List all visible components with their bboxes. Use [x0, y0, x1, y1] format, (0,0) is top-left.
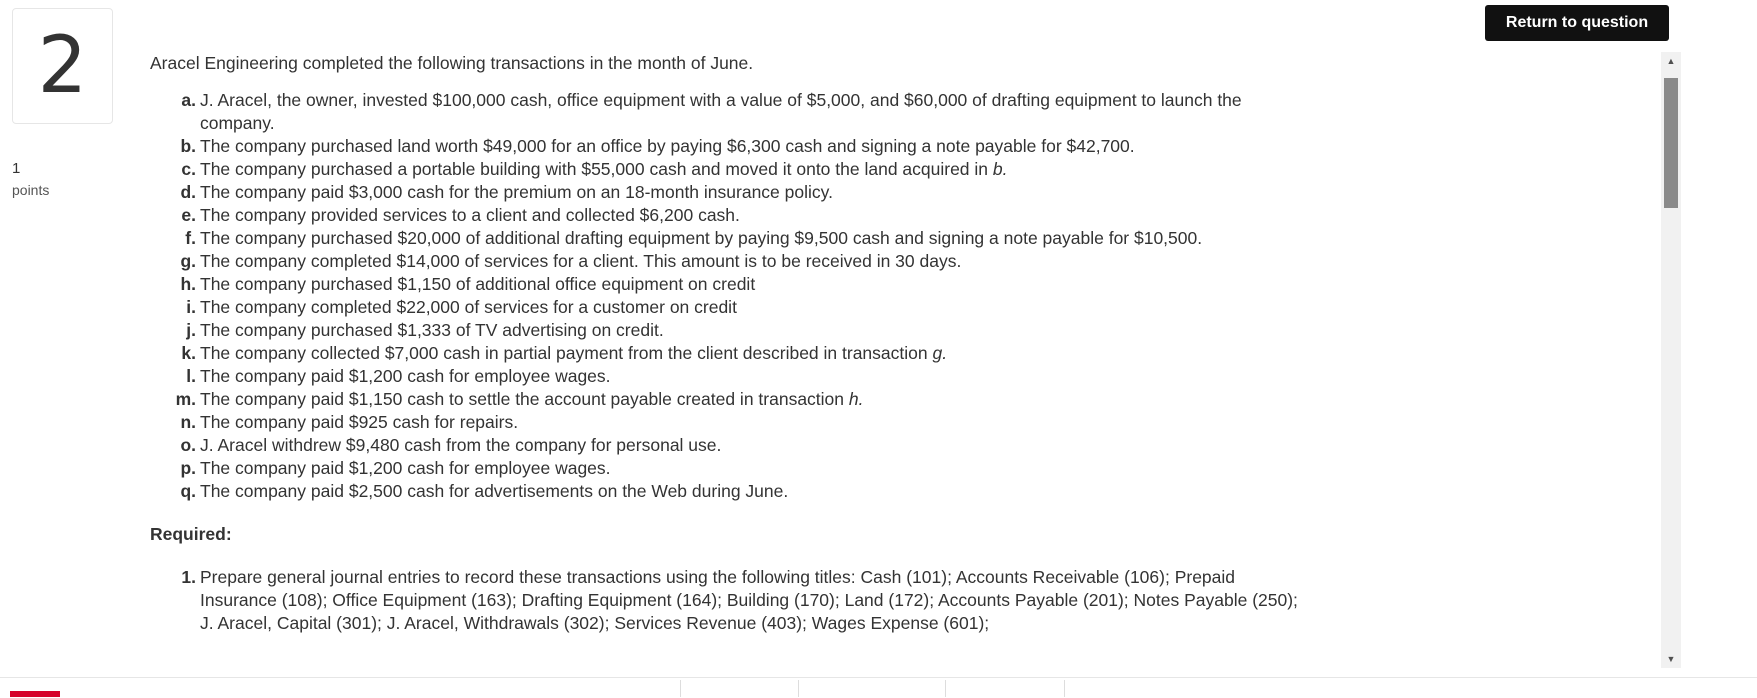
transaction-text: The company purchased land worth $49,000 for an office by paying $6,300 cash and signing a note payable for $42,700.: [200, 136, 1135, 156]
transaction-text: The company purchased $1,333 of TV advertising on credit.: [200, 320, 664, 340]
transaction-letter: i.: [186, 297, 196, 317]
transaction-letter: d.: [180, 182, 196, 202]
transaction-item: [180, 296, 1310, 319]
points-value: 1: [12, 160, 21, 177]
transaction-item: [180, 480, 1310, 503]
transaction-item: [180, 204, 1310, 227]
transaction-item: [180, 411, 1310, 434]
transaction-text: The company paid $925 cash for repairs.: [200, 412, 519, 432]
return-to-question-button[interactable]: Return to question: [1485, 5, 1669, 41]
transaction-text: The company completed $22,000 of services for a customer on credit: [200, 297, 737, 317]
transaction-letter: f.: [185, 228, 196, 248]
transaction-letter: g.: [180, 251, 196, 271]
transaction-text: J. Aracel withdrew $9,480 cash from the company for personal use.: [200, 435, 722, 455]
footer-bar: [0, 677, 1757, 698]
transaction-letter: n.: [180, 412, 196, 432]
footer-divider: [680, 680, 681, 697]
transaction-text: The company collected $7,000 cash in partial payment from the client described in transaction: [200, 343, 933, 363]
required-item: [180, 566, 1310, 635]
required-list: [150, 566, 1310, 635]
footer-divider: [798, 680, 799, 697]
transaction-item: [180, 434, 1310, 457]
transaction-item: [180, 181, 1310, 204]
transaction-letter: p.: [180, 458, 196, 478]
transaction-item: [180, 273, 1310, 296]
transaction-letter: h.: [180, 274, 196, 294]
transaction-letter: j.: [186, 320, 196, 340]
transaction-text: The company purchased a portable building with $55,000 cash and moved it onto the land acquired in: [200, 159, 993, 179]
scrollbar-thumb[interactable]: [1664, 78, 1678, 208]
question-number-box: [12, 8, 113, 124]
transaction-text: The company paid $3,000 cash for the premium on an 18-month insurance policy.: [200, 182, 833, 202]
transaction-item: [180, 135, 1310, 158]
question-number: 2: [37, 21, 88, 111]
transaction-text: The company provided services to a client and collected $6,200 cash.: [200, 205, 740, 225]
transaction-list: [150, 89, 1310, 503]
transaction-item: [180, 342, 1310, 365]
transaction-reference: b.: [992, 159, 1008, 179]
scroll-up-icon[interactable]: ▲: [1666, 56, 1676, 66]
transaction-letter: m.: [175, 389, 196, 409]
transaction-text: The company purchased $20,000 of additional drafting equipment by paying $9,500 cash and signing a note payable for $10,500.: [200, 228, 1203, 248]
transaction-item: [180, 365, 1310, 388]
transaction-reference: h.: [848, 389, 864, 409]
transaction-letter: q.: [180, 481, 196, 501]
required-heading: Required:: [150, 524, 232, 544]
transaction-text: The company purchased $1,150 of additional office equipment on credit: [200, 274, 756, 294]
transaction-letter: e.: [181, 205, 196, 225]
transaction-item: [175, 388, 1310, 411]
transaction-item: [180, 89, 1310, 135]
transaction-item: [180, 319, 1310, 342]
footer-divider: [945, 680, 946, 697]
problem-intro: Aracel Engineering completed the following transactions in the month of June.: [150, 53, 754, 73]
footer-brand-mark: [10, 691, 60, 697]
transaction-letter: c.: [181, 159, 196, 179]
transaction-item: [180, 457, 1310, 480]
transaction-text: The company completed $14,000 of services for a client. This amount is to be received in 30 days.: [200, 251, 962, 271]
footer-divider: [1064, 680, 1065, 697]
content-scrollbar[interactable]: [1661, 52, 1681, 668]
transaction-letter: l.: [186, 366, 196, 386]
transaction-reference: g.: [932, 343, 948, 363]
transaction-text: J. Aracel, the owner, invested $100,000 cash, office equipment with a value of $5,000, and $60,000 of drafting equipment to launch the company.: [200, 90, 1242, 133]
transaction-letter: k.: [181, 343, 196, 363]
transaction-item: [180, 227, 1310, 250]
required-text: Prepare general journal entries to record these transactions using the following titles: Cash (101); Accounts Receivable (106); Prepaid Insurance (108); Office Equipment (163); Drafting Equipment (164); Building (170); Land (172); Accounts Payable (201); Notes Payable (250); J. Aracel, Capital (301); J. Aracel, Withdrawals (302); Services Revenue (403); Wages Expense (601);: [200, 567, 1298, 633]
transaction-item: [180, 158, 1310, 181]
scroll-down-icon[interactable]: ▼: [1666, 654, 1676, 664]
transaction-text: The company paid $1,200 cash for employee wages.: [200, 366, 611, 386]
transaction-text: The company paid $2,500 cash for advertisements on the Web during June.: [200, 481, 789, 501]
transaction-text: The company paid $1,150 cash to settle the account payable created in transaction: [200, 389, 849, 409]
transaction-item: [180, 250, 1310, 273]
transaction-text: The company paid $1,200 cash for employee wages.: [200, 458, 611, 478]
required-number: 1.: [181, 567, 196, 587]
question-content: [150, 52, 1310, 668]
points-label: points: [12, 182, 50, 198]
transaction-letter: b.: [180, 136, 196, 156]
transaction-letter: a.: [181, 90, 196, 110]
transaction-letter: o.: [180, 435, 196, 455]
